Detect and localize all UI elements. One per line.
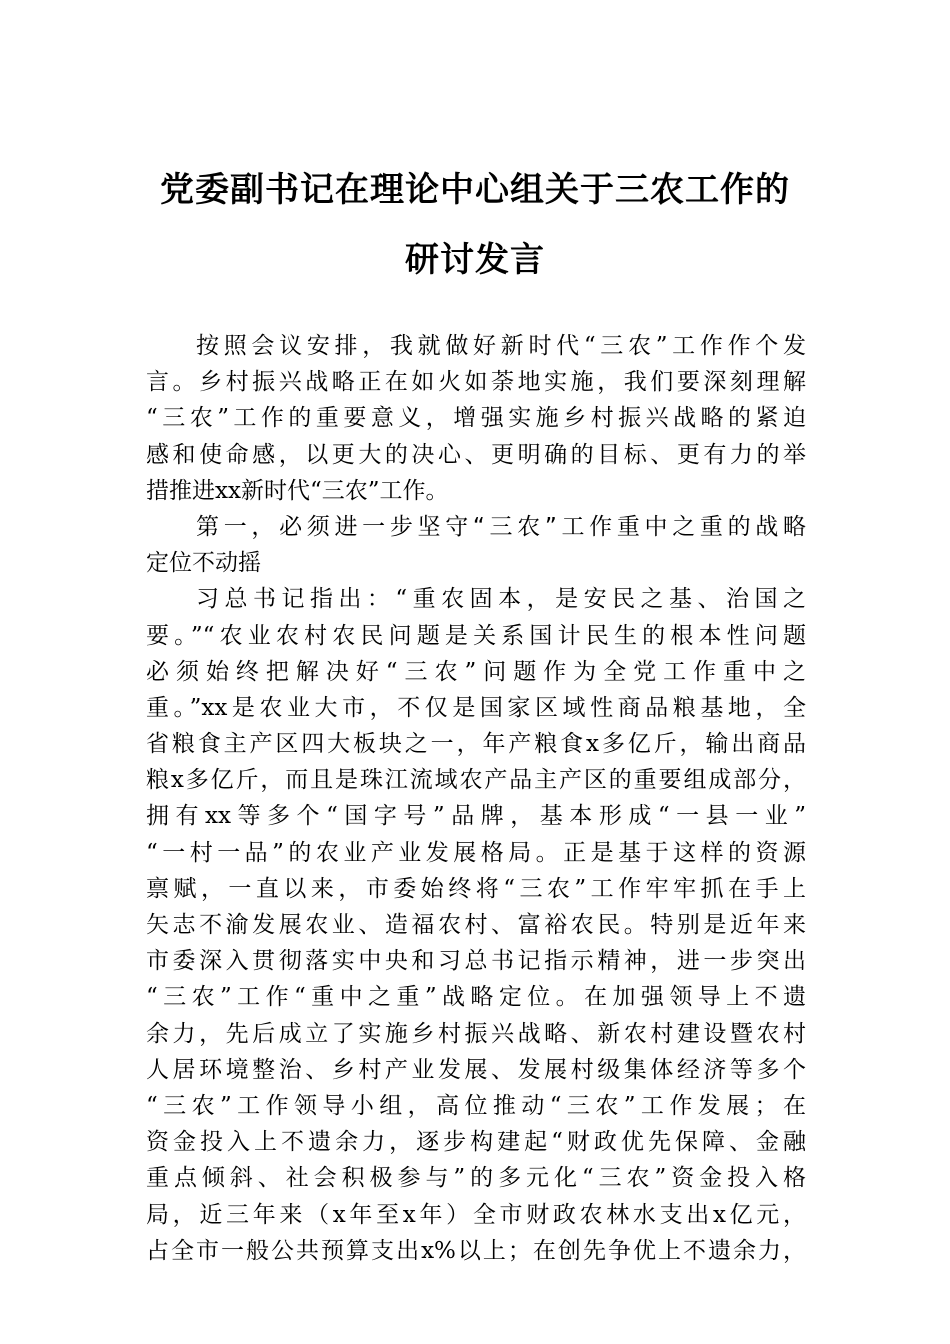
section-heading-line: 定位不动摇: [146, 550, 261, 577]
paragraph-2-line: 资金投入上不遗余力，逐步构建起“财政优先保障、金融: [146, 1129, 806, 1156]
paragraph-2-line: 占全市一般公共预算支出x%以上；在创先争优上不遗余力，: [146, 1237, 806, 1264]
paragraph-2-line: “三农”工作“重中之重”战略定位。在加强领导上不遗: [146, 984, 806, 1011]
paragraph-2-line: 要。”“农业农村农民问题是关系国计民生的根本性问题: [146, 622, 806, 649]
paragraph-2-line: 重点倾斜、社会积极参与”的多元化“三农”资金投入格: [146, 1165, 806, 1192]
paragraph-2-line: 禀赋，一直以来，市委始终将“三农”工作牢牢抓在手上: [146, 875, 806, 902]
paragraph-2-line: 市委深入贯彻落实中央和习总书记指示精神，进一步突出: [146, 948, 806, 975]
paragraph-1-line: “三农”工作的重要意义，增强实施乡村振兴战略的紧迫: [146, 405, 806, 432]
document-title-line-2: 研讨发言: [405, 240, 545, 280]
paragraph-2-line: 局，近三年来（x年至x年）全市财政农林水支出x亿元，: [146, 1201, 806, 1228]
paragraph-2-line: “三农”工作领导小组，高位推动“三农”工作发展；在: [146, 1092, 806, 1119]
paragraph-1-line: 言。乡村振兴战略正在如火如荼地实施，我们要深刻理解: [146, 369, 806, 396]
paragraph-1-line: 感和使命感，以更大的决心、更明确的目标、更有力的举: [146, 441, 806, 468]
paragraph-2-line: 拥有xx等多个“国字号”品牌，基本形成“一县一业”: [146, 803, 806, 830]
paragraph-2-line: 重。”xx是农业大市，不仅是国家区域性商品粮基地，全: [146, 694, 806, 721]
paragraph-1-line: 按照会议安排，我就做好新时代“三农”工作作个发: [196, 333, 806, 359]
paragraph-1-line: 措推进xx新时代“三农”工作。: [146, 477, 449, 504]
paragraph-2-line: 习总书记指出：“重农固本，是安民之基、治国之: [196, 586, 806, 613]
document-title-line-1: 党委副书记在理论中心组关于三农工作的: [160, 170, 790, 210]
paragraph-2-line: 省粮食主产区四大板块之一，年产粮食x多亿斤，输出商品: [146, 731, 806, 758]
section-heading-line: 第一，必须进一步坚守“三农”工作重中之重的战略: [196, 513, 806, 540]
paragraph-2-line: 人居环境整治、乡村产业发展、发展村级集体经济等多个: [146, 1056, 806, 1083]
paragraph-2-line: 必须始终把解决好“三农”问题作为全党工作重中之: [146, 658, 806, 685]
paragraph-2-line: 余力，先后成立了实施乡村振兴战略、新农村建设暨农村: [146, 1020, 806, 1047]
paragraph-2-line: 粮x多亿斤，而且是珠江流域农产品主产区的重要组成部分，: [146, 767, 806, 794]
paragraph-2-line: 矢志不渝发展农业、造福农村、富裕农民。特别是近年来: [146, 912, 806, 938]
document-body: [146, 328, 806, 1269]
paragraph-2-line: “一村一品”的农业产业发展格局。正是基于这样的资源: [146, 839, 806, 866]
